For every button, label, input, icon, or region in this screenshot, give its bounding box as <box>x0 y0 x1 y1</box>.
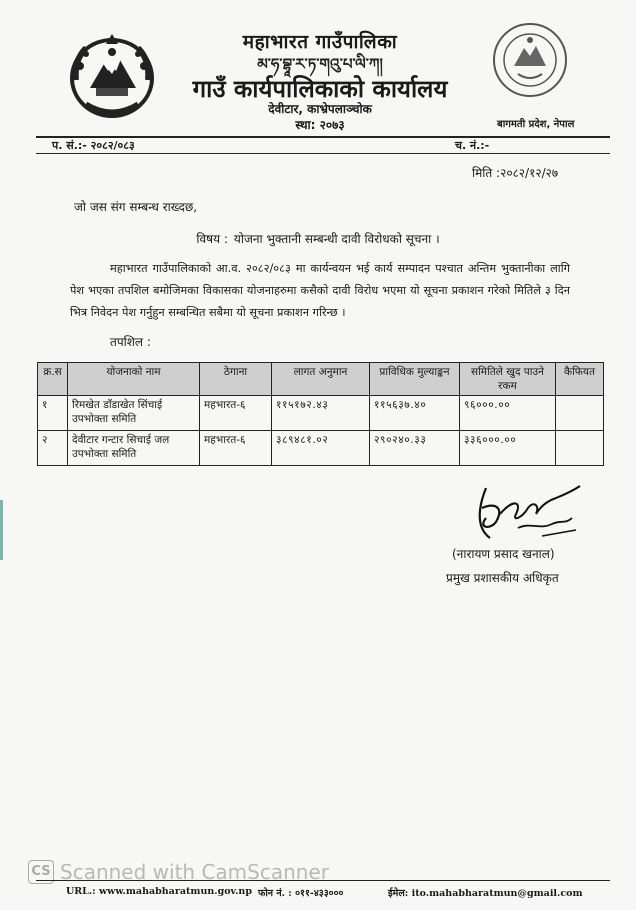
table-cell-remarks <box>556 396 604 431</box>
signatory-name: (नारायण प्रसाद खनाल) <box>452 547 555 561</box>
table-header-cell: योजनाको नाम <box>68 363 200 396</box>
municipality-seal-icon <box>488 20 572 100</box>
table-header-row <box>38 363 604 396</box>
municipality-name: महाभारत गाउँपालिका <box>242 31 398 53</box>
table-cell-cost-estimate: ३८९४८१.०२ <box>272 431 370 466</box>
table-cell-net-amount: ३३६०००.०० <box>460 431 556 466</box>
footer-rule <box>36 880 610 881</box>
table-cell-address: महभारत-६ <box>200 431 272 466</box>
table-cell-project-name: देवीटार गन्टार सिचाई जल उपभोक्ता समिति <box>68 431 200 466</box>
table-cell-serial: २ <box>38 431 68 466</box>
notice-body: महाभारत गाउँपालिकाको आ.व. २०८२/०८३ मा कार्यन्वयन भई कार्य सम्पादन पश्चात अन्तिम भुक्तानीका लागि पेश भएका तपशिल बमोजिमका विकासका योजनाहरुमा कसैको दावी विरोध भएमा यो सूचना प्रकाशन गरेको मितिले ३ दिन भित्र निवेदन पेश गर्नुहुन सम्बन्धित सबैमा यो सूचना प्रकाशन गरिन्छ । <box>70 262 570 319</box>
signatory-title: प्रमुख प्रशासकीय अधिकृत <box>446 571 559 585</box>
subject-label: विषय : <box>196 232 228 246</box>
office-location: देवीटार, काभ्रेपलाञ्चोक <box>268 102 372 116</box>
details-label: तपशिल : <box>110 335 151 349</box>
letter-reference-number: प. सं.:- २०८२/०८३ <box>52 139 135 152</box>
municipality-name-alt-script: མ་ཧ་བྷཱ་ར་ཏ་གའུ་པ་ལི་ཀ། <box>257 55 383 73</box>
dispatch-number: च. नं.:- <box>455 139 490 152</box>
table-cell-project-name: रिमखेत डाँडाखेत सिंचाई उपभोक्ता समिति <box>68 396 200 431</box>
table-cell-remarks <box>556 431 604 466</box>
province-name: बागमती प्रदेश, नेपाल <box>497 119 575 130</box>
table-cell-technical-evaluation: ११५६३७.४० <box>370 396 460 431</box>
table-cell-technical-evaluation: २९०२४०.३३ <box>370 431 460 466</box>
table-header-cell: क्र.स <box>38 363 68 396</box>
footer-url: URL.: www.mahabharatmun.gov.np <box>66 886 252 897</box>
watermark-text: Scanned with CamScanner <box>60 860 329 884</box>
subject-line <box>0 230 636 247</box>
footer-phone: फोन नं. : ०११-४३३००० <box>258 888 344 899</box>
camscanner-logo-icon: CS <box>28 860 54 884</box>
established-year: स्था: २०७३ <box>295 118 345 132</box>
table-row <box>38 396 604 431</box>
scan-edge-mark <box>0 500 3 560</box>
projects-table <box>37 362 604 466</box>
table-cell-net-amount: ९६०००.०० <box>460 396 556 431</box>
nepal-emblem-icon <box>66 30 158 120</box>
table-header-cell: कैफियत <box>556 363 604 396</box>
table-header-cell: ठेगाना <box>200 363 272 396</box>
footer-email: ईमेल: ito.mahabharatmun@gmail.com <box>388 888 583 899</box>
table-header-cell: लागत अनुमान <box>272 363 370 396</box>
table-header-cell: समितिले खुद पाउने रकम <box>460 363 556 396</box>
table-cell-address: महभारत-६ <box>200 396 272 431</box>
table-header-cell: प्राविधिक मुल्याङ्कन <box>370 363 460 396</box>
header-rule-bottom <box>36 153 610 154</box>
table-row <box>38 431 604 466</box>
letter-date: मिति :२०८२/१२/२७ <box>472 166 559 180</box>
subject-text: योजना भुक्तानी सम्बन्धी दावी विरोधको सूचना । <box>233 232 440 246</box>
salutation: जो जस संग सम्बन्ध राख्दछ, <box>74 200 198 214</box>
table-cell-cost-estimate: ११५१७२.४३ <box>272 396 370 431</box>
table-cell-serial: १ <box>38 396 68 431</box>
office-name: गाउँ कार्यपालिकाको कार्यालय <box>192 75 448 103</box>
signature-image <box>456 478 586 548</box>
